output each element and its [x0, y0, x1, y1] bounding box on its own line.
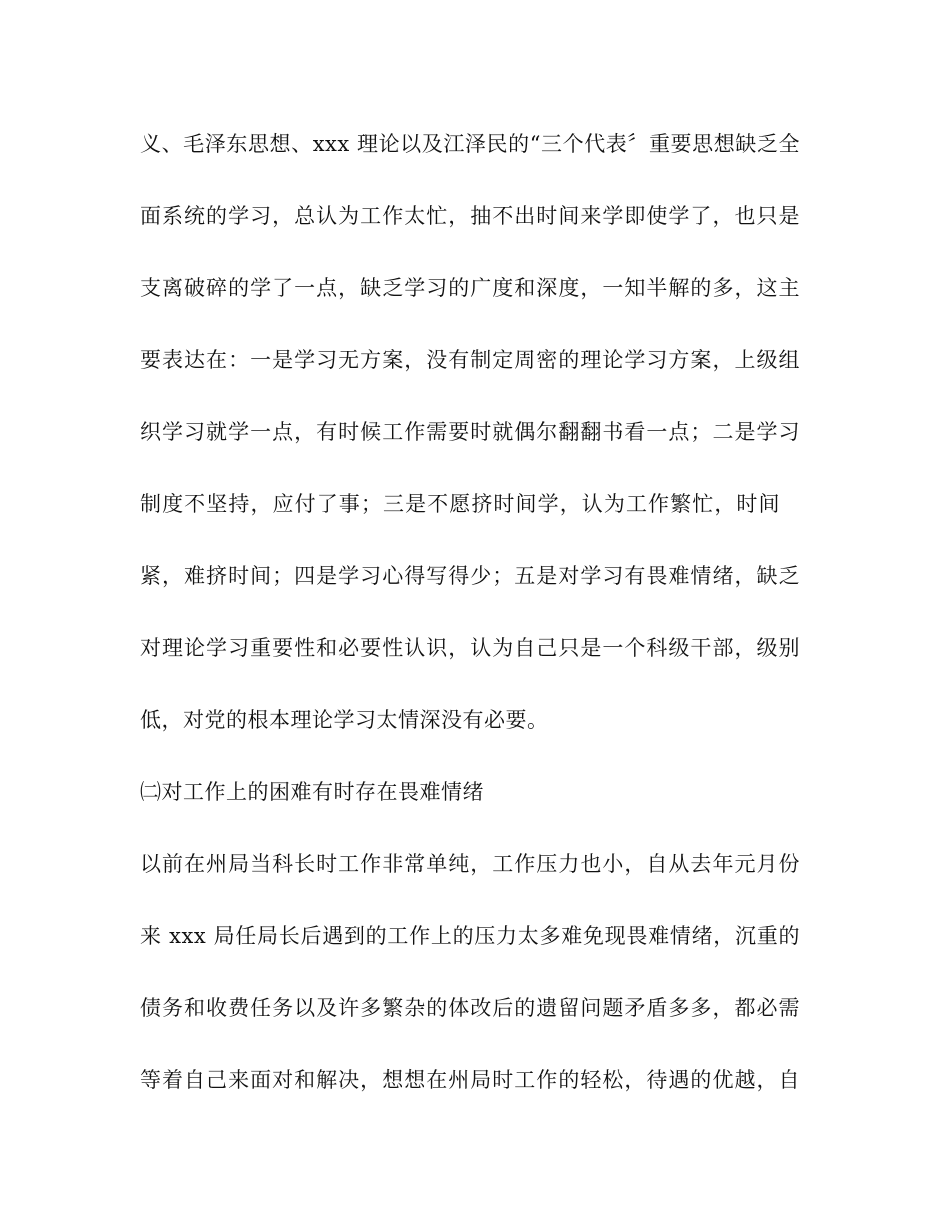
text-line: 义、毛泽东思想、xxx 理论以及江泽民的“三个代表〞重要思想缺乏全	[140, 132, 800, 156]
text-line: 等着自己来面对和解决，想想在州局时工作的轻松，待遇的优越，自	[140, 1068, 800, 1092]
text-line: 对理论学习重要性和必要性认识，认为自己只是一个科级干部，级别	[140, 636, 800, 660]
text-line: 面系统的学习，总认为工作太忙，抽不出时间来学即使学了，也只是	[140, 204, 800, 228]
text-line: 低，对党的根本理论学习太情深没有必要。	[140, 708, 549, 732]
section-heading: ㈡对工作上的困难有时存在畏难情绪	[140, 780, 484, 804]
text-line: 紧，难挤时间；四是学习心得写得少；五是对学习有畏难情绪，缺乏	[140, 564, 800, 588]
text-line: 要表达在：一是学习无方案，没有制定周密的理论学习方案，上级组	[140, 348, 800, 372]
text-line: 制度不坚持，应付了事；三是不愿挤时间学，认为工作繁忙，时间	[140, 492, 780, 516]
text-line: 支离破碎的学了一点，缺乏学习的广度和深度，一知半解的多，这主	[140, 276, 800, 300]
text-line: 债务和收费任务以及许多繁杂的体改后的遗留问题矛盾多多，都必需	[140, 996, 800, 1020]
text-line: 以前在州局当科长时工作非常单纯，工作压力也小，自从去年元月份	[140, 852, 800, 876]
text-line: 来 xxx 局任局长后遇到的工作上的压力太多难免现畏难情绪，沉重的	[140, 924, 800, 948]
text-line: 织学习就学一点，有时候工作需要时就偶尔翻翻书看一点；二是学习	[140, 420, 800, 444]
